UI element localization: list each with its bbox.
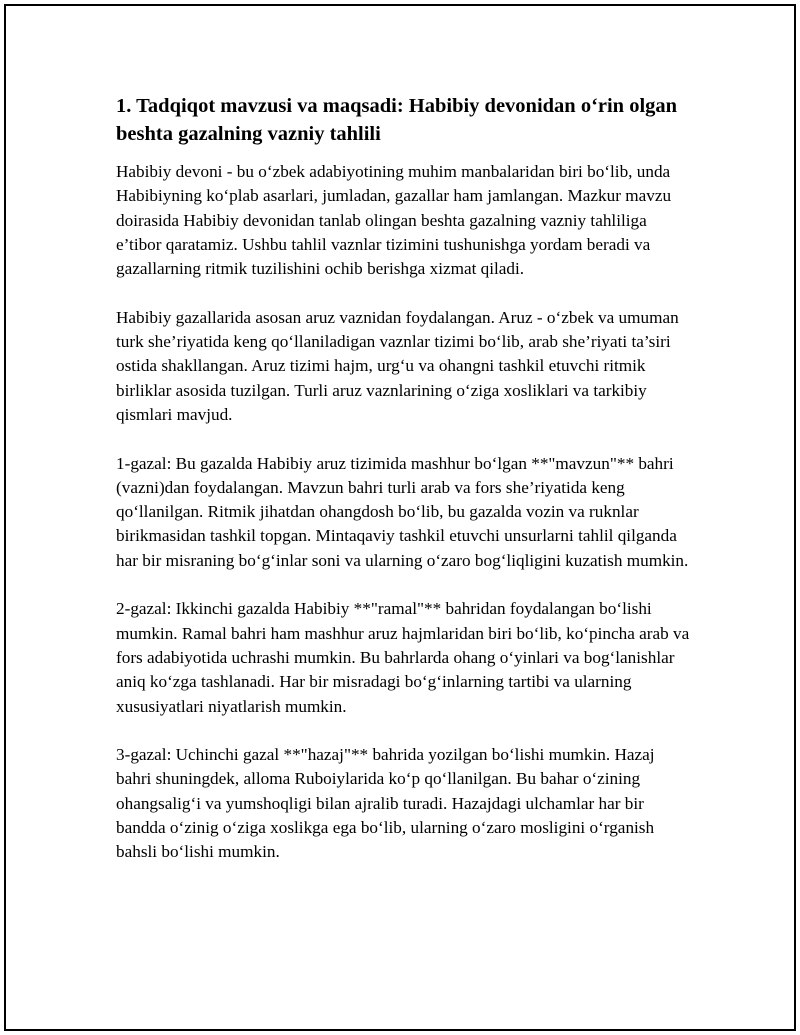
paragraph-intro: Habibiy devoni - bu o‘zbek adabiyotining muhim manbalaridan biri bo‘lib, unda Habibiyning ko‘plab asarlari, jumladan, gazallar ham jamlangan. Mazkur mavzu doirasida Habibiy devonidan tanlab olingan beshta gazalning vazniy tahliliga e’tibor qaratamiz. Ushbu tahlil vaznlar tizimini tushunishga yordam beradi va gazallarning ritmik tuzilishini ochib berishga xizmat qiladi. (116, 162, 672, 279)
paragraph-gazal-2: 2-gazal: Ikkinchi gazalda Habibiy **"ramal"** bahridan foydalangan bo‘lishi mumkin. Ramal bahri ham mashhur aruz hajmlaridan biri bo‘lib, ko‘pincha arab va fors adabiyotida uchrashi mumkin. Bu bahrlarda ohang o‘yinlari va bog‘lanishlar aniq ko‘zga tashlanadi. Har bir misradagi bo‘g‘inlarning tartibi va ularning xususiyatlari niyatlarish mumkin. (116, 599, 690, 716)
paragraph-aruz: Habibiy gazallarida asosan aruz vaznidan foydalangan. Aruz - o‘zbek va umuman turk she’riyatida keng qo‘llaniladigan vaznlar tizimi bo‘lib, arab she’riyati ta’siri ostida shakllangan. Aruz tizimi hajm, urg‘u va ohangni tashkil etuvchi ritmik birliklar asosida tuzilgan. Turli aruz vaznlarining o‘ziga xosliklari va tarkibiy qismlari mavjud. (116, 307, 679, 424)
paragraph-gazal-3: 3-gazal: Uchinchi gazal **"hazaj"** bahrida yozilgan bo‘lishi mumkin. Hazaj bahri shuningdek, alloma Ruboiylarida ko‘p qo‘llanilgan. Bu bahar o‘zining ohangsalig‘i va yumshoqligi bilan ajralib turadi. Hazajdagi ulchamlar har bir bandda o‘zinig o‘ziga xoslikga ega bo‘lib, ularning o‘zaro mosligini o‘rganish bahsli bo‘lishi mumkin. (116, 745, 655, 862)
document-body (116, 92, 691, 889)
section-heading: 1. Tadqiqot mavzusi va maqsadi: Habibiy devonidan o‘rin olgan beshta gazalning vazniy tahlili (116, 95, 678, 145)
paragraph-gazal-1: 1-gazal: Bu gazalda Habibiy aruz tizimida mashhur bo‘lgan **"mavzun"** bahri (vazni)dan foydalangan. Mavzun bahri turli arab va fors she’riyatida keng qo‘llanilgan. Ritmik jihatdan ohangdosh bo‘lib, bu gazalda vozin va ruknlar birikmasidan tashkil topgan. Mintaqaviy tashkil etuvchi unsurlarni tahlil qilganda har bir misraning bo‘g‘inlar soni va ularning o‘zaro bog‘liqligini kuzatish mumkin. (116, 453, 689, 570)
